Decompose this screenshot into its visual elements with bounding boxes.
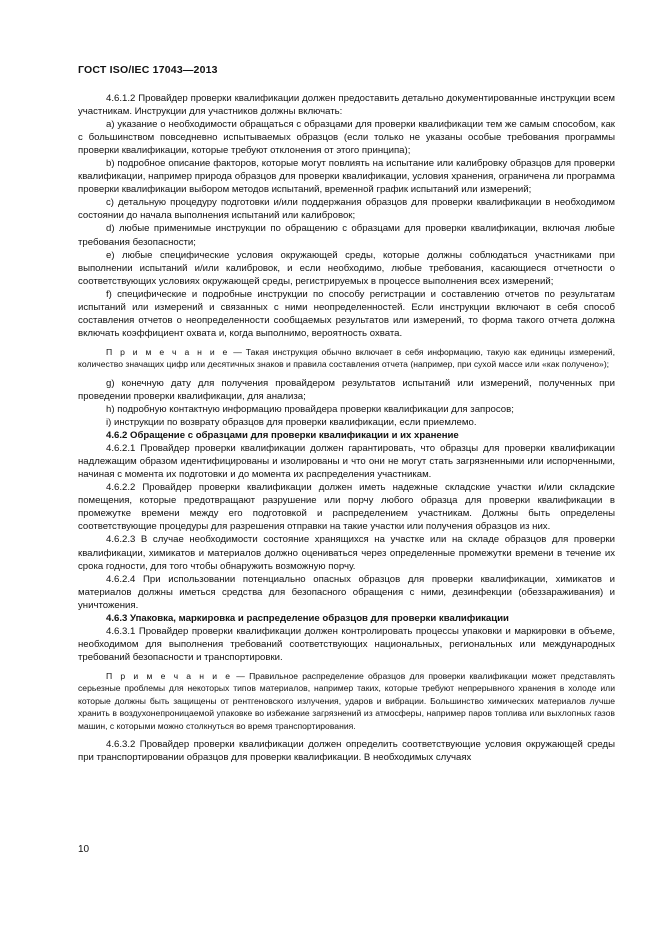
document-header: ГОСТ ISO/IEC 17043—2013 bbox=[78, 64, 218, 76]
paragraph-4624: 4.6.2.4 При использовании потенциально опасных образцов для проверки квалификации, химикатов и материалов должны иметься средства для безопасного обращения с ними, дезинфекции (обеззараживания) и уничтожения. bbox=[78, 573, 615, 611]
section-heading-463: 4.6.3 Упаковка, маркировка и распределение образцов для проверки квалификации bbox=[106, 612, 509, 624]
paragraph-4612: 4.6.1.2 Провайдер проверки квалификации должен предоставить детально документированные инструкции всем участникам. Инструкции для участников должны включать: bbox=[78, 93, 615, 118]
list-item-f: f) специфические и подробные инструкции по способу регистрации и составлению отчетов по результатам испытаний или измерений и связанных с ними неопределенностей. Если инструкции включают в себя способ составления отчетов о неопределенности сообщаемых результатов или измерений, то форма такого отчета должна включать коэффициент охвата и, когда выполнимо, вероятность охвата. bbox=[78, 288, 615, 339]
list-item-d: d) любые применимые инструкции по обращению с образцами для проверки квалификации, включая любые требования безопасности; bbox=[78, 223, 615, 248]
page-number: 10 bbox=[78, 844, 90, 855]
note-2 bbox=[78, 670, 615, 733]
paragraph-4623: 4.6.2.3 В случае необходимости состояние хранящихся на участке или на складе образцов для проверки квалификации, химикатов и материалов должно оцениваться через определенные промежутки времени в течение их срока годности, для того чтобы обнаружить возможную порчу. bbox=[78, 534, 615, 572]
note-2-label: П р и м е ч а н и е bbox=[106, 670, 233, 681]
section-heading-462: 4.6.2 Обращение с образцами для проверки квалификации и их хранение bbox=[106, 430, 459, 442]
paragraph-4631: 4.6.3.1 Провайдер проверки квалификации должен контролировать процессы упаковки и маркировки в объеме, необходимом для выполнения требований соответствующих национальных, региональных или международных требований безопасности и транспортировки. bbox=[78, 625, 615, 663]
paragraph-4632: 4.6.3.2 Провайдер проверки квалификации должен определить соответствующие условия окружающей среды при транспортировании образцов для проверки квалификации. В необходимых случаях bbox=[78, 739, 615, 764]
list-item-i: i) инструкции по возврату образцов для проверки квалификации, если приемлемо. bbox=[106, 417, 477, 429]
paragraph-4622: 4.6.2.2 Провайдер проверки квалификации должен иметь надежные складские участки и/или складские помещения, которые предотвращают разрушение или порчу любого образца для проверки квалификации в промежутке времени между его подготовкой и распределением участникам. Должны быть определены соответствующие процедуры для разрешения отправки на такие участки или получения образцов из них. bbox=[78, 482, 615, 533]
list-item-g: g) конечную дату для получения провайдером результатов испытаний или измерений, полученных при проведении проверки квалификации, для анализа; bbox=[78, 377, 615, 402]
list-item-h: h) подробную контактную информацию провайдера проверки квалификации для запросов; bbox=[106, 403, 514, 415]
list-item-b: b) подробное описание факторов, которые могут повлиять на испытание или калибровку образцов для проверки квалификации, например природа образцов для проверки квалификации, условия хранения, ограничена ли программа проверки квалификации выбором методов испытаний, временной график испытаний или измерений; bbox=[78, 158, 615, 196]
note-2-text: — Правильное распределение образцов для проверки квалификации может представлять серьезные проблемы для некоторых типов материалов, например таких, которые требуют непрерывного хранения в холоде или которые должны быть защищены от рентгеновского излучения, ударов и вибрации. Большинство химических материалов лучше хранить в воздухонепроницаемой упаковке во избежание загрязнений из атмосферы, например паров топлива или выхлопных газов машин, с которыми можно столкнуться во время транспортирования. bbox=[78, 670, 615, 731]
list-item-c: с) детальную процедуру подготовки и/или поддержания образцов для проверки квалификации в необходимом состоянии до начала выполнения испытаний или калибровок; bbox=[78, 197, 615, 222]
note-1-label: П р и м е ч а н и е bbox=[106, 346, 230, 357]
document-body bbox=[78, 92, 615, 765]
list-item-e: е) любые специфические условия окружающей среды, которые должны соблюдаться участниками при выполнении испытаний и/или калибровок, и если необходимо, любые требования, касающиеся отчетности о соответствующих условиях окружающей среды, регистрируемых в процессе выполнения всех измерений; bbox=[78, 249, 615, 287]
list-item-a: а) указание о необходимости обращаться с образцами для проверки квалификации тем же самым способом, как с большинством повседневно испытываемых образцов (если только не указаны особые требования программы проверки квалификации, которые требуют отклонения от этого принципа); bbox=[78, 119, 615, 157]
paragraph-4621: 4.6.2.1 Провайдер проверки квалификации должен гарантировать, что образцы для проверки квалификации надлежащим образом идентифицированы и изолированы и что они не могут стать загрязненными или испорченными, начиная с момента их подготовки и до момента их распределения участникам. bbox=[78, 443, 615, 481]
note-1-text: — Такая инструкция обычно включает в себя информацию, такую как единицы измерений, количество значащих цифр или десятичных знаков и правила составления отчета (например, при сухой массе или «как получено»); bbox=[78, 346, 615, 370]
note-1 bbox=[78, 346, 615, 371]
